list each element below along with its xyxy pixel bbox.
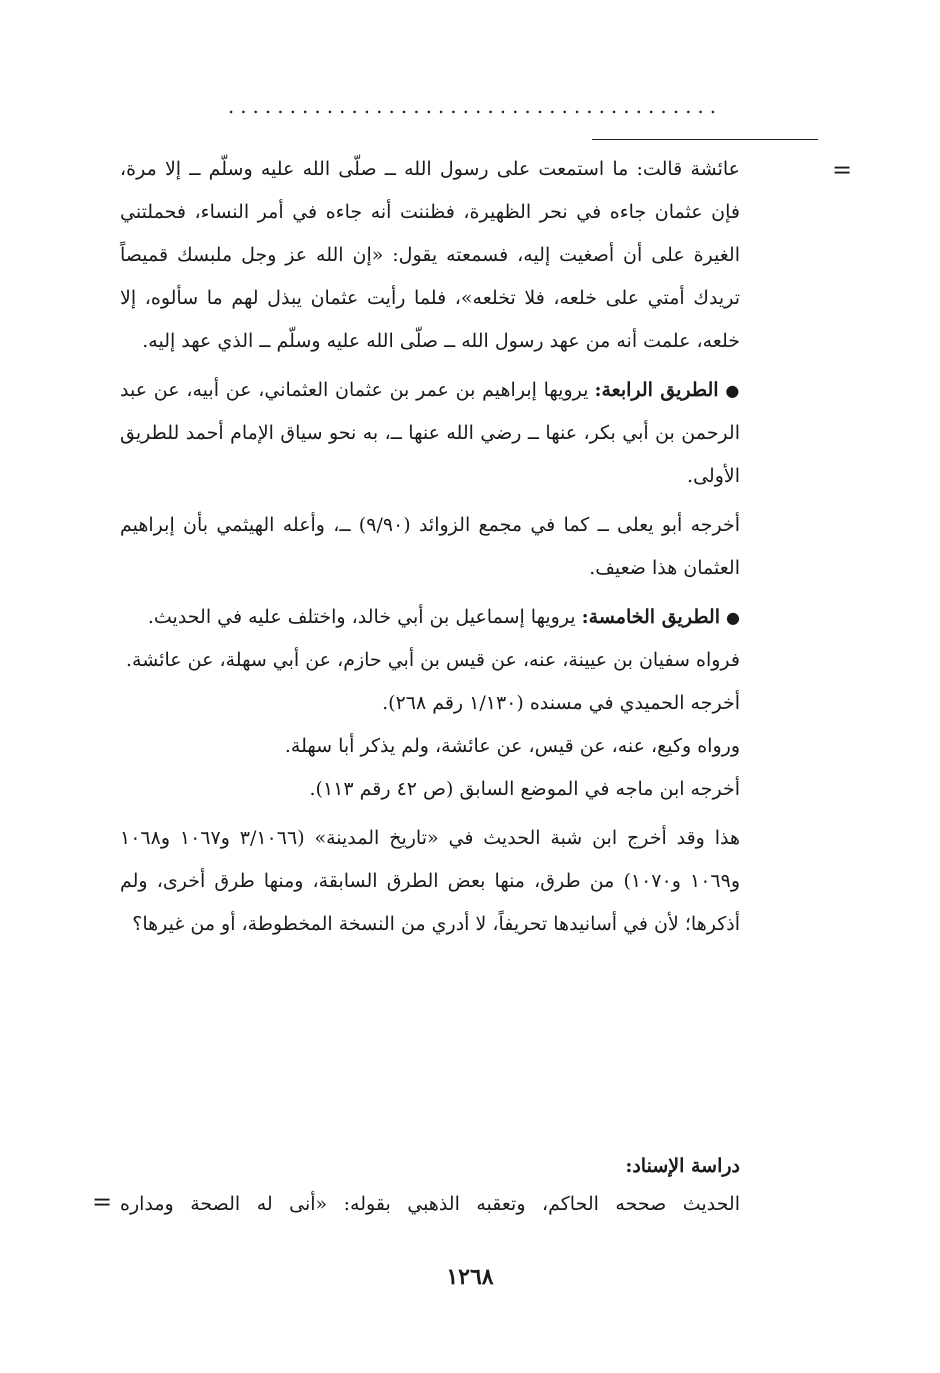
continuation-mark-bottom: = [92,1188,113,1216]
page-number: ١٢٦٨ [446,1264,494,1290]
route-label: الطريق الخامسة: [581,606,720,628]
paragraph-narration: عائشة قالت: ما استمعت على رسول الله ــ صلّى الله عليه وسلّم ــ إلا مرة، فإن عثمان جاءه في نحر الظهيرة، فظننت أنه جاءه في أمر النساء، فحملتني الغيرة على أن أصغيت إليه، فسمعته يقول: «إن الله عز وجل ملبسك قميصاً تريدك أمتي على خلعه، فلا تخلعه»، فلما رأيت عثمان يبذل لهم ما سألوه، إلا خلعه، علمت أنه من عهد رسول الله ــ صلّى الله عليه وسلّم ــ الذي عهد إليه. [120,158,740,352]
section-heading: دراسة الإسناد: [625,1155,740,1177]
paragraph-sufyan: فرواه سفيان بن عيينة، عنه، عن قيس بن أبي حازم، عن أبي سهلة، عن عائشة. [125,649,740,671]
paragraph-fifth-route [120,596,740,639]
dotted-separator: ........................................ [227,96,723,116]
paragraph-humaidi: أخرجه الحميدي في مسنده (١/١٣٠ رقم ٢٦٨). [382,692,740,714]
paragraph-fourth-route [120,369,740,498]
route-label: الطريق الرابعة: [594,379,719,401]
section-first-line: الحديث صححه الحاكم، وتعقبه الذهبي بقوله: «أنى له الصحة ومداره [120,1193,740,1215]
body-text [120,148,740,946]
route-text: يرويها إسماعيل بن أبي خالد، واختلف عليه في الحديث. [147,606,582,628]
bullet-icon: ● [726,608,740,627]
paragraph-ibn-shabba: هذا وقد أخرج ابن شبة الحديث في «تاريخ المدينة» (٣/١٠٦٦ و١٠٦٧ و١٠٦٨ و١٠٦٩ و١٠٧٠) من طرق، منها بعض الطرق السابقة، ومنها طرق أخرى، ولم أذكرها؛ لأن في أسانيدها تحريفاً، لا أدري من النسخة المخطوطة، أو من غيرها؟ [120,827,741,935]
route-text: يرويها إبراهيم بن عمر بن عثمان العثماني، عن أبيه، عن عبد الرحمن بن أبي بكر، عنها ــ رضي الله عنها ــ، به نحو سياق الإمام أحمد للطريق الأولى. [120,379,740,487]
footnote-rule [592,139,818,140]
paragraph-waki: ورواه وكيع، عنه، عن قيس، عن عائشة، ولم يذكر أبا سهلة. [284,735,740,757]
continuation-mark-top: = [832,156,853,184]
bullet-icon: ● [725,381,741,400]
paragraph-ibn-majah: أخرجه ابن ماجه في الموضع السابق (ص ٤٢ رقم ١١٣). [309,778,740,800]
paragraph-abu-yala: أخرجه أبو يعلى ــ كما في مجمع الزوائد (٩/٩٠) ــ، وأعله الهيثمي بأن إبراهيم العثمان هذا ضعيف. [120,514,741,579]
